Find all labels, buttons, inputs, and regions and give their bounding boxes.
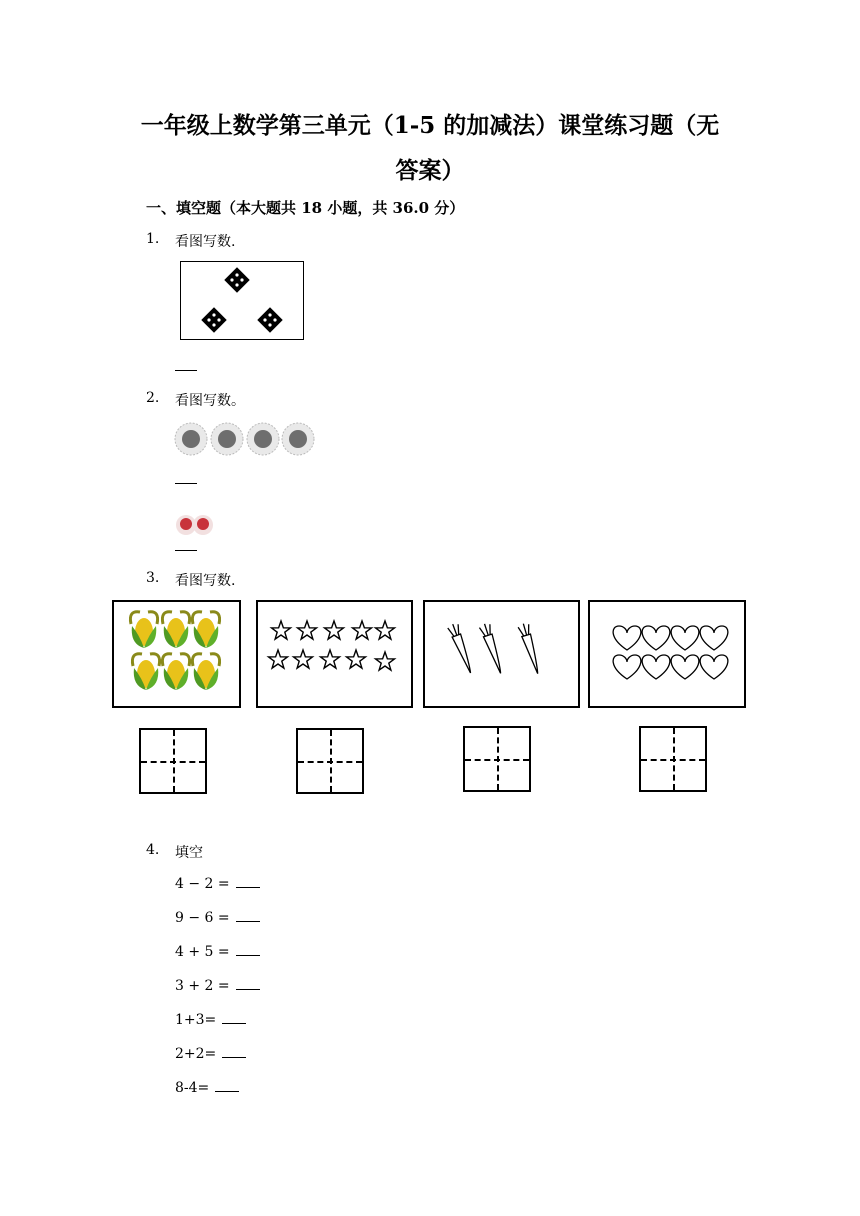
star-icon <box>347 650 366 668</box>
corn-icon <box>162 654 189 690</box>
corn-picture-box <box>112 600 241 708</box>
question-4-number: 4. <box>146 842 160 858</box>
star-icon <box>353 621 372 639</box>
equation-text: 8-4= <box>175 1080 210 1096</box>
sunflower-row <box>174 420 316 458</box>
question-1-text: 看图写数. <box>175 234 236 250</box>
heart-icon <box>700 655 728 679</box>
red-dot-icon <box>193 515 213 535</box>
star-icon <box>272 621 291 639</box>
question-3-text: 看图写数. <box>175 573 236 589</box>
answer-blank[interactable] <box>236 915 260 922</box>
heart-icon <box>613 655 641 679</box>
question-2-number: 2. <box>146 390 160 406</box>
corn-icon <box>192 654 219 690</box>
corn-group <box>114 602 239 706</box>
question-2-text: 看图写数。 <box>175 393 245 409</box>
star-icon <box>321 650 340 668</box>
heart-group <box>590 602 744 706</box>
heart-icon <box>700 626 728 650</box>
sunflower-icon <box>247 423 279 455</box>
heart-icon <box>642 626 670 650</box>
corn-icon <box>192 612 219 648</box>
answer-blank-q1[interactable] <box>175 370 197 371</box>
equation-row <box>175 1080 239 1096</box>
document-title-line1: 一年级上数学第三单元（1-5 的加减法）课堂练习题（无 <box>140 112 720 139</box>
equation-text: 9 − 6 = <box>175 910 230 926</box>
sunflower-icon <box>211 423 243 455</box>
corn-icon <box>132 654 159 690</box>
corn-icon <box>162 612 189 648</box>
answer-grid-carrot[interactable] <box>463 726 531 792</box>
carrot-icon <box>479 622 506 675</box>
equation-row <box>175 1012 246 1028</box>
star-picture-box <box>256 600 413 708</box>
carrot-icon <box>447 622 475 675</box>
answer-blank[interactable] <box>236 983 260 990</box>
dice-dot-icon <box>257 307 282 332</box>
dice-dot-icon <box>224 267 249 292</box>
equation-text: 4 + 5 = <box>175 944 230 960</box>
question-4-text: 填空 <box>175 845 203 861</box>
equation-row <box>175 876 260 892</box>
star-icon <box>298 621 317 639</box>
section-heading: 一、填空题（本大题共 18 小题，共 36.0 分） <box>146 199 465 217</box>
heart-icon <box>671 626 699 650</box>
equation-row <box>175 1046 246 1062</box>
star-icon <box>376 652 395 670</box>
star-icon <box>325 621 344 639</box>
answer-blank[interactable] <box>222 1051 246 1058</box>
answer-blank[interactable] <box>236 881 260 888</box>
question-3-number: 3. <box>146 570 160 586</box>
document-title-line2: 答案） <box>395 157 465 184</box>
answer-grid-star[interactable] <box>296 728 364 794</box>
equation-text: 4 − 2 = <box>175 876 230 892</box>
answer-grid-corn[interactable] <box>139 728 207 794</box>
question-1-picture <box>180 261 304 340</box>
equation-row <box>175 978 260 994</box>
question-1-number: 1. <box>146 231 160 247</box>
sunflower-icon <box>175 423 207 455</box>
star-icon <box>376 621 395 639</box>
heart-icon <box>671 655 699 679</box>
equation-text: 3 + 2 = <box>175 978 230 994</box>
red-dots <box>174 513 216 537</box>
star-icon <box>269 650 288 668</box>
carrot-picture-box <box>423 600 580 708</box>
corn-icon <box>130 612 157 648</box>
star-icon <box>294 650 313 668</box>
answer-blank[interactable] <box>222 1017 246 1024</box>
heart-picture-box <box>588 600 746 708</box>
sunflower-icon <box>282 423 314 455</box>
carrot-group <box>425 602 578 706</box>
answer-blank-q2b[interactable] <box>175 550 197 551</box>
carrot-icon <box>518 622 543 675</box>
equation-row <box>175 910 260 926</box>
heart-icon <box>613 626 641 650</box>
answer-blank-q2a[interactable] <box>175 483 197 484</box>
answer-blank[interactable] <box>215 1085 239 1092</box>
star-group <box>258 602 411 706</box>
equation-text: 1+3= <box>175 1012 217 1028</box>
answer-grid-heart[interactable] <box>639 726 707 792</box>
equation-row <box>175 944 260 960</box>
equation-text: 2+2= <box>175 1046 217 1062</box>
dice-dot-icon <box>201 307 226 332</box>
heart-icon <box>642 655 670 679</box>
dice-dots <box>181 262 303 339</box>
answer-blank[interactable] <box>236 949 260 956</box>
